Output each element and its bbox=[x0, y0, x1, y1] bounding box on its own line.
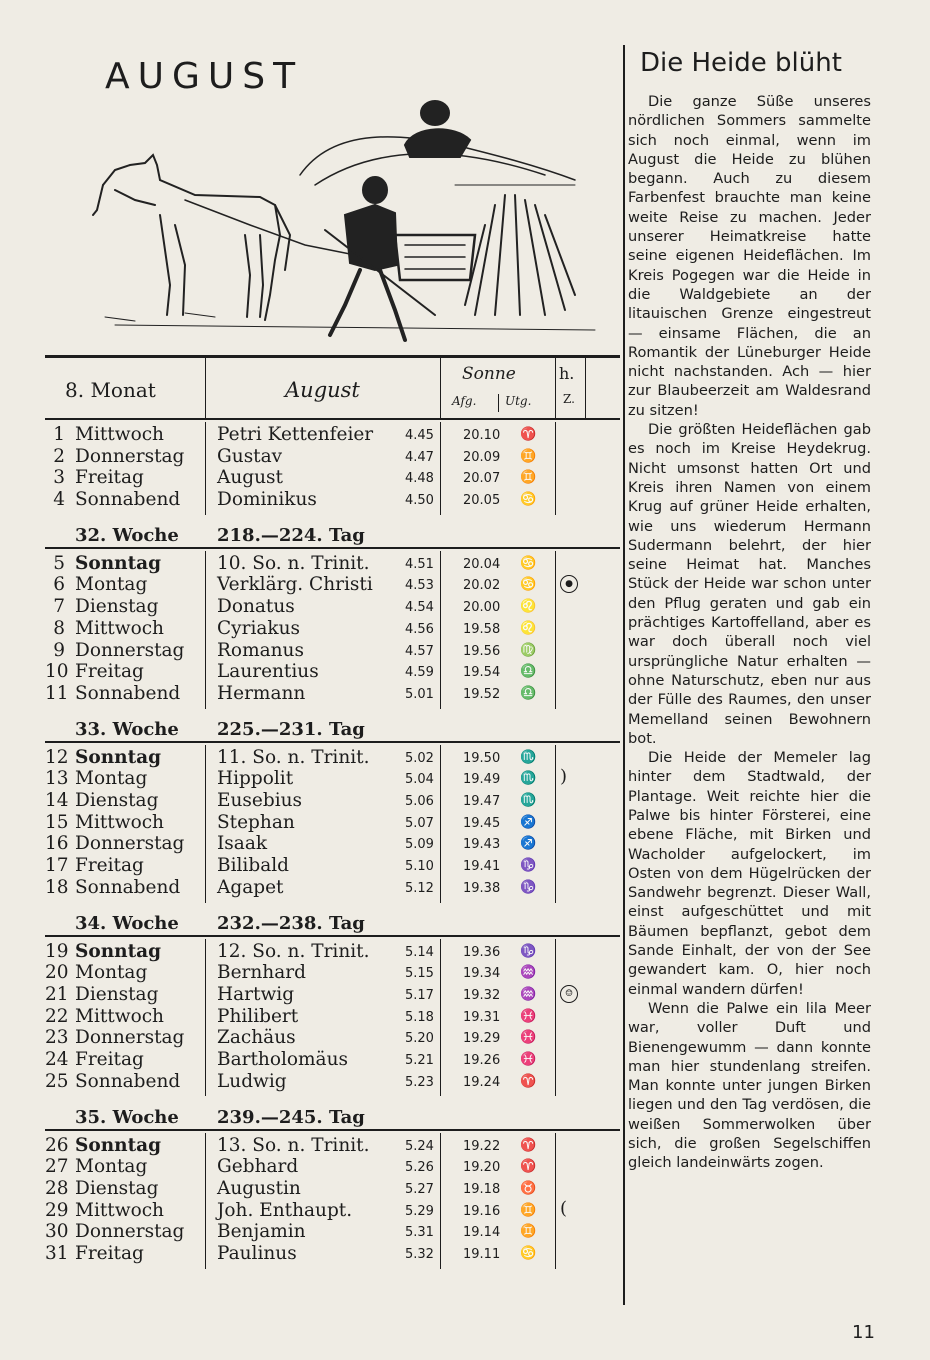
name-day: Gebhard bbox=[217, 1156, 299, 1178]
week-number: 32. Woche bbox=[75, 524, 179, 546]
sunset-time: 19.26 bbox=[463, 1053, 501, 1069]
sunrise-label: Afg. bbox=[452, 394, 477, 408]
zodiac-sign: ♋ bbox=[520, 555, 537, 571]
month-name: August bbox=[285, 378, 360, 402]
sunrise-time: 5.20 bbox=[405, 1031, 434, 1047]
sunrise-time: 5.27 bbox=[405, 1181, 434, 1197]
name-day: Paulinus bbox=[217, 1243, 297, 1264]
day-block bbox=[45, 939, 620, 1097]
weekday: Sonnabend bbox=[75, 682, 181, 704]
weekday: Mittwoch bbox=[75, 1005, 164, 1027]
week-day-range: 232.—238. Tag bbox=[217, 912, 365, 934]
day-row bbox=[45, 553, 620, 575]
name-day: Benjamin bbox=[217, 1221, 306, 1243]
zodiac-sign: ♊ bbox=[520, 470, 537, 486]
moon-phase-icon: ☺ bbox=[560, 985, 578, 1003]
article-paragraph: Die Heide der Memeler lag hinter dem Stadtwald, der Plantage. Weit reichte hier die Palwe bis hinter Försterei, eine ebene Fläche, mit Birken und Wacholder aufgelockert, im Osten von dem Hügelrücken der Sandwehr begrenzt. Dieser Wall, einst aufgeschüttet und mit Bäumen bepflanzt, gebot dem Sande Einhalt, der von der See gewandert kam. O, hier noch einmal wandern dürfen! bbox=[628, 749, 871, 998]
sunrise-time: 4.54 bbox=[405, 600, 434, 616]
weekday: Montag bbox=[75, 574, 148, 596]
weekday: Donnerstag bbox=[75, 445, 185, 467]
day-number: 30 bbox=[45, 1221, 69, 1243]
name-day: Hermann bbox=[217, 682, 306, 704]
day-row bbox=[45, 1049, 620, 1071]
sunrise-time: 5.12 bbox=[405, 880, 434, 896]
zodiac-sign: ♊ bbox=[520, 448, 537, 464]
sunrise-time: 5.26 bbox=[405, 1160, 434, 1176]
week-number: 35. Woche bbox=[75, 1106, 179, 1128]
sunrise-time: 5.24 bbox=[405, 1138, 434, 1154]
day-row bbox=[45, 941, 620, 963]
zodiac-sign: ♈ bbox=[520, 1137, 537, 1153]
name-day: Dominikus bbox=[217, 489, 317, 511]
sunrise-time: 5.04 bbox=[405, 772, 434, 788]
name-day: Agapet bbox=[217, 876, 284, 898]
day-row bbox=[45, 640, 620, 662]
sunset-time: 19.22 bbox=[463, 1138, 501, 1154]
day-row bbox=[45, 877, 620, 899]
sunrise-time: 5.31 bbox=[405, 1225, 434, 1241]
sunrise-time: 4.47 bbox=[405, 449, 434, 465]
day-row bbox=[45, 574, 620, 596]
zodiac-sign: ♑ bbox=[520, 943, 537, 959]
sunset-time: 19.32 bbox=[463, 987, 501, 1003]
day-number: 15 bbox=[45, 811, 69, 833]
day-row bbox=[45, 833, 620, 855]
zodiac-sign: ♌ bbox=[520, 620, 537, 636]
day-row bbox=[45, 618, 620, 640]
day-row bbox=[45, 424, 620, 446]
day-number: 20 bbox=[45, 962, 69, 984]
day-row bbox=[45, 489, 620, 511]
day-number: 8 bbox=[53, 617, 65, 639]
day-number: 4 bbox=[53, 489, 65, 511]
sunset-time: 19.56 bbox=[463, 643, 501, 659]
weekday: Montag bbox=[75, 962, 148, 984]
week-day-range: 218.—224. Tag bbox=[217, 524, 365, 546]
day-number: 17 bbox=[45, 855, 69, 877]
week-header bbox=[45, 1105, 620, 1131]
day-row bbox=[45, 984, 620, 1006]
day-row bbox=[45, 661, 620, 683]
month-number: 8. Monat bbox=[65, 378, 156, 402]
zodiac-sign: ♈ bbox=[520, 427, 537, 442]
article-title: Die Heide blüht bbox=[640, 48, 842, 78]
sunset-time: 19.50 bbox=[463, 750, 501, 766]
weekday: Donnerstag bbox=[75, 639, 185, 661]
zodiac-sign: ♑ bbox=[520, 879, 537, 895]
zodiac-sign: ♓ bbox=[520, 1008, 537, 1024]
day-row bbox=[45, 790, 620, 812]
sunset-label: Utg. bbox=[505, 394, 532, 408]
sunset-time: 20.00 bbox=[463, 600, 501, 616]
name-day: Gustav bbox=[217, 445, 283, 467]
weekday: Dienstag bbox=[75, 983, 159, 1005]
week-day-range: 225.—231. Tag bbox=[217, 718, 365, 740]
day-number: 23 bbox=[45, 1027, 69, 1049]
sunset-time: 19.58 bbox=[463, 621, 501, 637]
week-header bbox=[45, 717, 620, 743]
day-row bbox=[45, 768, 620, 790]
zodiac-sign: ♋ bbox=[520, 577, 537, 593]
week-day-range: 239.—245. Tag bbox=[217, 1106, 365, 1128]
day-number: 14 bbox=[45, 790, 69, 812]
day-number: 25 bbox=[45, 1070, 69, 1092]
day-number: 10 bbox=[45, 661, 69, 683]
name-day: 10. So. n. Trinit. bbox=[217, 552, 370, 574]
day-row bbox=[45, 683, 620, 705]
sunrise-time: 5.17 bbox=[405, 987, 434, 1003]
weekday: Mittwoch bbox=[75, 617, 164, 639]
name-day: Ludwig bbox=[217, 1070, 287, 1092]
sunset-time: 19.52 bbox=[463, 686, 501, 702]
sunrise-time: 5.07 bbox=[405, 815, 434, 831]
zodiac-sign: ♏ bbox=[520, 749, 537, 765]
name-day: Bilibald bbox=[217, 855, 289, 877]
zodiac-sign: ♋ bbox=[520, 492, 537, 508]
sunset-time: 19.29 bbox=[463, 1031, 501, 1047]
name-day: 13. So. n. Trinit. bbox=[217, 1134, 370, 1156]
sunrise-time: 5.21 bbox=[405, 1053, 434, 1069]
month-title: AUGUST bbox=[105, 56, 304, 97]
weekday: Dienstag bbox=[75, 1177, 159, 1199]
week-header bbox=[45, 911, 620, 937]
sunset-time: 19.41 bbox=[463, 859, 501, 875]
day-row bbox=[45, 446, 620, 468]
day-number: 22 bbox=[45, 1005, 69, 1027]
day-number: 27 bbox=[45, 1156, 69, 1178]
weekday: Montag bbox=[75, 1156, 148, 1178]
weekday: Donnerstag bbox=[75, 1221, 185, 1243]
zodiac-sign: ♈ bbox=[520, 1159, 537, 1175]
day-row bbox=[45, 1156, 620, 1178]
weekday: Freitag bbox=[75, 467, 144, 489]
name-day: Zachäus bbox=[217, 1027, 296, 1049]
sunrise-time: 4.50 bbox=[405, 493, 434, 509]
day-number: 1 bbox=[53, 424, 65, 445]
weekday: Donnerstag bbox=[75, 1027, 185, 1049]
weekday: Mittwoch bbox=[75, 1199, 164, 1221]
article-paragraph: Die ganze Süße unseres nördlichen Sommers sammelte sich noch einmal, wenn im August die Heide zu blühen begann. Auch zu diesem Farbenfest brauchte man keine weite Reise zu machen. Jeder unserer Heimatkreise hatte seine eigenen Heideflächen. Im Kreis Pogegen war die Heide in die Waldgebiete an der litauischen Grenze eingestreut — einsame Flächen, die an Romantik der Lüneburger Heide nicht nachstanden. Ach — hier zur Blaubeerzeit am Waldesrand zu sitzen! bbox=[628, 93, 871, 419]
sunset-time: 19.54 bbox=[463, 665, 501, 681]
sunset-time: 19.31 bbox=[463, 1009, 501, 1025]
day-number: 18 bbox=[45, 876, 69, 898]
sunrise-time: 5.02 bbox=[405, 750, 434, 766]
sunset-time: 19.47 bbox=[463, 794, 501, 810]
zodiac-sign: ♍ bbox=[520, 642, 537, 658]
day-number: 29 bbox=[45, 1199, 69, 1221]
name-day: Augustin bbox=[217, 1177, 301, 1199]
zodiac-sign: ♌ bbox=[520, 599, 537, 615]
sunset-time: 20.10 bbox=[463, 428, 501, 443]
sunset-time: 19.49 bbox=[463, 772, 501, 788]
weekday: Sonntag bbox=[75, 746, 162, 768]
zodiac-sign: ♑ bbox=[520, 858, 537, 874]
day-number: 3 bbox=[53, 467, 65, 489]
name-day: Verklärg. Christi bbox=[217, 574, 373, 596]
sun-label: Sonne bbox=[462, 364, 516, 384]
sunrise-time: 4.51 bbox=[405, 556, 434, 572]
zodiac-sign: ♋ bbox=[520, 1246, 537, 1261]
sunrise-time: 4.59 bbox=[405, 665, 434, 681]
day-number: 12 bbox=[45, 746, 69, 768]
day-row bbox=[45, 855, 620, 877]
weekday: Freitag bbox=[75, 1243, 144, 1264]
day-number: 31 bbox=[45, 1243, 69, 1264]
calendar-header bbox=[45, 358, 620, 420]
weekday: Montag bbox=[75, 768, 148, 790]
day-row bbox=[45, 747, 620, 769]
day-block bbox=[45, 1133, 620, 1269]
sunrise-time: 4.57 bbox=[405, 643, 434, 659]
sunset-time: 19.24 bbox=[463, 1074, 501, 1090]
zodiac-sign: ♏ bbox=[520, 793, 537, 809]
week-number: 33. Woche bbox=[75, 718, 179, 740]
weekday: Donnerstag bbox=[75, 833, 185, 855]
sunset-time: 19.36 bbox=[463, 944, 501, 960]
weekday: Dienstag bbox=[75, 596, 159, 618]
name-day: Stephan bbox=[217, 811, 295, 833]
name-day: August bbox=[217, 467, 283, 489]
day-number: 24 bbox=[45, 1049, 69, 1071]
sunrise-time: 4.53 bbox=[405, 578, 434, 594]
day-block bbox=[45, 745, 620, 903]
day-row bbox=[45, 1027, 620, 1049]
day-block bbox=[45, 422, 620, 515]
day-row bbox=[45, 1135, 620, 1157]
sunset-time: 19.20 bbox=[463, 1160, 501, 1176]
weekday: Freitag bbox=[75, 1049, 144, 1071]
zodiac-sign: ♐ bbox=[520, 836, 537, 852]
name-day: Petri Kettenfeier bbox=[217, 424, 374, 445]
sunrise-time: 5.01 bbox=[405, 686, 434, 702]
day-row bbox=[45, 1221, 620, 1243]
day-number: 7 bbox=[53, 596, 65, 618]
sunrise-time: 5.09 bbox=[405, 837, 434, 853]
name-day: 11. So. n. Trinit. bbox=[217, 746, 370, 768]
day-number: 21 bbox=[45, 983, 69, 1005]
name-day: Hippolit bbox=[217, 768, 294, 790]
sunset-time: 19.11 bbox=[463, 1247, 501, 1262]
day-block bbox=[45, 551, 620, 709]
day-row bbox=[45, 1197, 620, 1222]
zodiac-header-bottom: Z. bbox=[563, 392, 575, 406]
sunset-time: 20.09 bbox=[463, 449, 501, 465]
sunrise-time: 5.06 bbox=[405, 794, 434, 810]
zodiac-sign: ♓ bbox=[520, 1030, 537, 1046]
weekday: Freitag bbox=[75, 661, 144, 683]
day-number: 28 bbox=[45, 1177, 69, 1199]
name-day: Joh. Enthaupt. bbox=[217, 1199, 353, 1221]
sunrise-time: 5.23 bbox=[405, 1074, 434, 1090]
zodiac-sign: ♓ bbox=[520, 1052, 537, 1068]
zodiac-sign: ♒ bbox=[520, 986, 537, 1002]
sunrise-time: 5.14 bbox=[405, 944, 434, 960]
article-body bbox=[628, 92, 871, 1173]
day-row bbox=[45, 467, 620, 489]
name-day: Donatus bbox=[217, 596, 295, 618]
zodiac-sign: ♎ bbox=[520, 664, 537, 680]
name-day: Isaak bbox=[217, 833, 268, 855]
day-row bbox=[45, 1071, 620, 1093]
sunset-time: 19.18 bbox=[463, 1181, 501, 1197]
name-day: Romanus bbox=[217, 639, 304, 661]
name-day: Hartwig bbox=[217, 983, 295, 1005]
day-number: 5 bbox=[53, 552, 65, 574]
weekday: Sonnabend bbox=[75, 876, 181, 898]
name-day: Cyriakus bbox=[217, 617, 301, 639]
weekday: Sonntag bbox=[75, 1134, 162, 1156]
article-paragraph: Wenn die Palwe ein lila Meer war, voller Duft und Bienengewumm — dann konnte man hier stundenlang streifen. Man konnte unter jungen Birken liegen und den Tag verdösen, die weißen Sommerwolken über sich, die großen Segelschiffen gleich landeinwärts zogen. bbox=[628, 999, 871, 1172]
zodiac-sign: ♊ bbox=[520, 1202, 537, 1218]
zodiac-sign: ♈ bbox=[520, 1073, 537, 1089]
moon-phase-icon: ( bbox=[560, 1197, 568, 1219]
sunrise-time: 5.29 bbox=[405, 1203, 434, 1219]
sunrise-time: 4.48 bbox=[405, 471, 434, 487]
name-day: Laurentius bbox=[217, 661, 319, 683]
sunrise-time: 5.15 bbox=[405, 966, 434, 982]
moon-phase-icon: ● bbox=[560, 575, 578, 593]
day-number: 26 bbox=[45, 1134, 69, 1156]
sunset-time: 20.04 bbox=[463, 556, 501, 572]
day-number: 2 bbox=[53, 445, 65, 467]
weekday: Sonnabend bbox=[75, 489, 181, 511]
sunset-time: 19.14 bbox=[463, 1225, 501, 1241]
day-number: 13 bbox=[45, 768, 69, 790]
weekday: Mittwoch bbox=[75, 811, 164, 833]
sunset-time: 20.05 bbox=[463, 493, 501, 509]
name-day: 12. So. n. Trinit. bbox=[217, 940, 370, 962]
zodiac-sign: ♉ bbox=[520, 1180, 537, 1196]
sunrise-time: 5.10 bbox=[405, 859, 434, 875]
weekday: Sonntag bbox=[75, 940, 162, 962]
zodiac-sign: ♊ bbox=[520, 1224, 537, 1240]
harvest-illustration bbox=[75, 85, 620, 355]
name-day: Philibert bbox=[217, 1005, 299, 1027]
column-divider bbox=[623, 45, 625, 1305]
day-row bbox=[45, 1006, 620, 1028]
weekday: Sonntag bbox=[75, 552, 162, 574]
week-number: 34. Woche bbox=[75, 912, 179, 934]
weekday: Mittwoch bbox=[75, 424, 164, 445]
article-paragraph: Die größten Heideflächen gab es noch im Kreise Heydekrug. Nicht umsonst hatten Ort und Kreis ihren Namen von einem Krug auf grüner Heide erhalten, wie uns wiederum Hermann Sudermann belehrt, der hier seine Heimat hat. Manches Stück der Heide war schon unter den Pflug geraten und gab ein prächtiges Kartoffelland, aber es war doch überall noch viel ursprüngliche Natur erhalten — ohne Naturschutz, eben nur aus der Fülle des Raumes, den unser Memelland seinen Bewohnern bot. bbox=[628, 421, 871, 747]
name-day: Bartholomäus bbox=[217, 1049, 348, 1071]
name-day: Bernhard bbox=[217, 962, 306, 984]
zodiac-sign: ♒ bbox=[520, 965, 537, 981]
zodiac-sign: ♎ bbox=[520, 685, 537, 701]
day-row bbox=[45, 1178, 620, 1200]
sunset-time: 19.34 bbox=[463, 966, 501, 982]
day-number: 6 bbox=[53, 574, 65, 596]
sunrise-time: 4.45 bbox=[405, 428, 434, 443]
sunset-time: 19.45 bbox=[463, 815, 501, 831]
day-number: 11 bbox=[45, 682, 69, 704]
week-header bbox=[45, 523, 620, 549]
sunset-time: 19.16 bbox=[463, 1203, 501, 1219]
sunrise-time: 4.56 bbox=[405, 621, 434, 637]
sunrise-time: 5.18 bbox=[405, 1009, 434, 1025]
name-day: Eusebius bbox=[217, 790, 303, 812]
day-row bbox=[45, 596, 620, 618]
sunset-time: 19.43 bbox=[463, 837, 501, 853]
day-number: 9 bbox=[53, 639, 65, 661]
day-number: 16 bbox=[45, 833, 69, 855]
day-row bbox=[45, 1243, 620, 1265]
moon-phase-icon: ) bbox=[560, 766, 568, 788]
zodiac-sign: ♐ bbox=[520, 814, 537, 830]
zodiac-sign: ♏ bbox=[520, 771, 537, 787]
weekday: Dienstag bbox=[75, 790, 159, 812]
sunset-time: 20.07 bbox=[463, 471, 501, 487]
day-row bbox=[45, 812, 620, 834]
weekday: Freitag bbox=[75, 855, 144, 877]
page-number: 11 bbox=[852, 1322, 875, 1343]
sunrise-time: 5.32 bbox=[405, 1247, 434, 1262]
day-number: 19 bbox=[45, 940, 69, 962]
sunset-time: 19.38 bbox=[463, 880, 501, 896]
weekday: Sonnabend bbox=[75, 1070, 181, 1092]
zodiac-header-top: h. bbox=[559, 364, 575, 383]
sunset-time: 20.02 bbox=[463, 578, 501, 594]
day-row bbox=[45, 962, 620, 984]
